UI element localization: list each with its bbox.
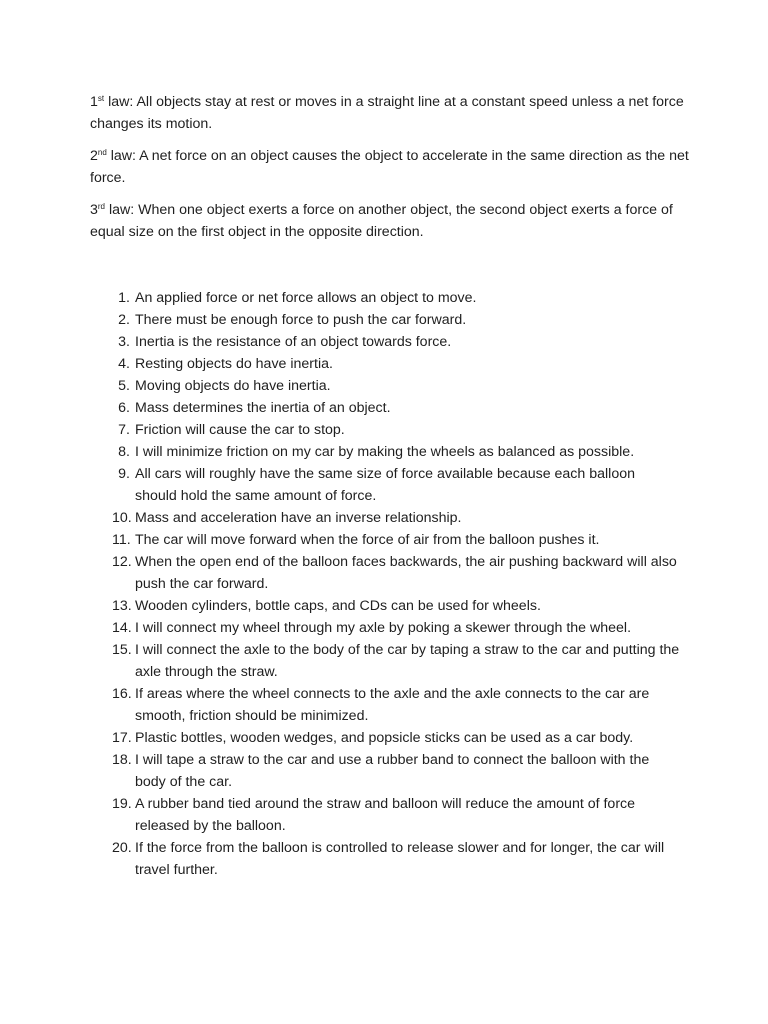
- list-item: [90, 397, 680, 419]
- list-item-number: 2.: [118, 312, 130, 328]
- list-item-number: 10.: [112, 510, 132, 526]
- third-law: [90, 199, 690, 243]
- list-item: [90, 617, 680, 639]
- list-item-number: 1.: [118, 290, 130, 306]
- list-item-text: Mass determines the inertia of an object.: [135, 400, 391, 416]
- list-item-text: There must be enough force to push the car forward.: [135, 312, 467, 328]
- list-item-text: If areas where the wheel connects to the axle and the axle connects to the car are smooth, friction should be minimized.: [135, 686, 650, 724]
- list-item-number: 11.: [112, 532, 131, 548]
- statements-list: [90, 287, 680, 881]
- list-item-text: All cars will roughly have the same size of force available because each balloon should hold the same amount of force.: [135, 466, 635, 504]
- list-item-number: 13.: [112, 598, 132, 614]
- list-item-number: 14.: [112, 620, 132, 636]
- list-item-text: When the open end of the balloon faces backwards, the air pushing backward will also push the car forward.: [135, 554, 677, 592]
- list-item-text: Friction will cause the car to stop.: [135, 422, 345, 438]
- list-item: [90, 551, 680, 595]
- list-item-number: 18.: [112, 752, 132, 768]
- list-item-text: Wooden cylinders, bottle caps, and CDs can be used for wheels.: [135, 598, 541, 614]
- list-item: [90, 639, 680, 683]
- list-item-text: The car will move forward when the force of air from the balloon pushes it.: [135, 532, 600, 548]
- list-item-number: 17.: [112, 730, 132, 746]
- list-item-text: A rubber band tied around the straw and balloon will reduce the amount of force released by the balloon.: [135, 796, 636, 834]
- list-item: [90, 529, 680, 551]
- second-law: [90, 145, 690, 189]
- law-number: 1: [90, 94, 98, 110]
- list-item: [90, 419, 680, 441]
- newtons-laws-section: [90, 91, 690, 253]
- list-item-text: I will tape a straw to the car and use a rubber band to connect the balloon with the body of the car.: [135, 752, 650, 790]
- list-item-text: If the force from the balloon is controlled to release slower and for longer, the car will travel further.: [135, 840, 665, 878]
- list-item-number: 5.: [118, 378, 130, 394]
- list-item-number: 7.: [118, 422, 130, 438]
- list-item-text: I will minimize friction on my car by making the wheels as balanced as possible.: [135, 444, 635, 460]
- list-item-text: Mass and acceleration have an inverse relationship.: [135, 510, 462, 526]
- list-item: [90, 727, 680, 749]
- list-item-text: Resting objects do have inertia.: [135, 356, 333, 372]
- law-ordinal-suffix: st: [97, 94, 105, 103]
- list-item-number: 4.: [118, 356, 130, 372]
- list-item: [90, 287, 680, 309]
- law-ordinal-suffix: rd: [97, 202, 106, 211]
- list-item: [90, 331, 680, 353]
- list-item-number: 15.: [112, 642, 132, 658]
- list-item-number: 9.: [118, 466, 130, 482]
- list-item-number: 3.: [118, 334, 130, 350]
- list-item: [90, 375, 680, 397]
- law-text: law: A net force on an object causes the object to accelerate in the same direction as the net force.: [90, 148, 689, 186]
- list-item: [90, 441, 680, 463]
- list-item-number: 19.: [112, 796, 132, 812]
- law-number: 3: [90, 202, 98, 218]
- list-item-text: I will connect the axle to the body of the car by taping a straw to the car and putting the axle through the straw.: [135, 642, 680, 680]
- list-item-number: 8.: [118, 444, 130, 460]
- list-item: [90, 595, 680, 617]
- list-item-number: 6.: [118, 400, 130, 416]
- law-number: 2: [90, 148, 98, 164]
- list-item-text: I will connect my wheel through my axle by poking a skewer through the wheel.: [135, 620, 632, 636]
- first-law: [90, 91, 690, 135]
- list-item-text: Plastic bottles, wooden wedges, and popsicle sticks can be used as a car body.: [135, 730, 634, 746]
- list-item-text: An applied force or net force allows an object to move.: [135, 290, 477, 306]
- list-item: [90, 353, 680, 375]
- list-item-number: 12.: [112, 554, 132, 570]
- list-item: [90, 793, 680, 837]
- list-item: [90, 309, 680, 331]
- list-item: [90, 837, 680, 881]
- law-text: law: All objects stay at rest or moves in a straight line at a constant speed unless a net force changes its motion.: [90, 94, 684, 132]
- list-item: [90, 507, 680, 529]
- list-item: [90, 749, 680, 793]
- list-item-number: 20.: [112, 840, 132, 856]
- list-item-number: 16.: [112, 686, 132, 702]
- law-ordinal-suffix: nd: [97, 148, 107, 157]
- list-item: [90, 683, 680, 727]
- list-item: [90, 463, 680, 507]
- list-item-text: Inertia is the resistance of an object towards force.: [135, 334, 452, 350]
- list-item-text: Moving objects do have inertia.: [135, 378, 331, 394]
- law-text: law: When one object exerts a force on another object, the second object exerts a force of equal size on the first object in the opposite direction.: [90, 202, 673, 240]
